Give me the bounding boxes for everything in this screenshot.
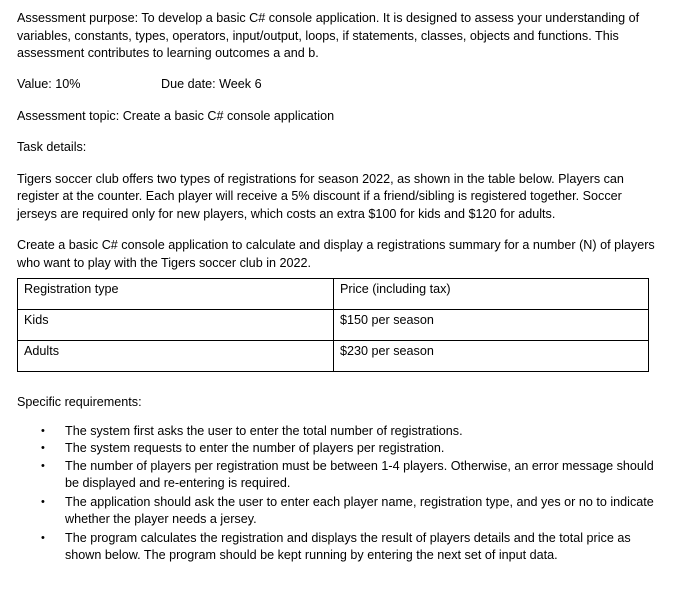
registration-price-table xyxy=(17,278,649,372)
row-adults-price: $230 per season xyxy=(334,341,649,372)
specific-requirements-heading: Specific requirements: xyxy=(17,395,142,409)
header-price: Price (including tax) xyxy=(334,279,649,310)
list-item xyxy=(17,423,657,441)
bullet-icon: • xyxy=(41,459,45,472)
list-item xyxy=(17,530,657,565)
assessment-value: Value: 10% xyxy=(17,76,81,91)
requirement-text: The application should ask the user to enter each player name, registration type, and yes or no to indicate whether the player needs a jersey. xyxy=(65,494,654,526)
bullet-icon: • xyxy=(41,442,45,454)
row-adults-type: Adults xyxy=(18,341,334,372)
table-row xyxy=(18,310,649,341)
requirement-text: The number of players per registration must be between 1-4 players. Otherwise, an error message should be displayed and re-entering is required. xyxy=(65,458,654,490)
assessment-document xyxy=(17,8,657,565)
list-item xyxy=(17,458,657,493)
bullet-icon: • xyxy=(41,531,45,544)
list-item xyxy=(17,494,657,529)
task-instruction: Create a basic C# console application to calculate and display a registrations summary for a number (N) of players who want to play with the Tigers soccer club in 2022. xyxy=(17,238,655,270)
task-details-heading: Task details: xyxy=(17,140,87,154)
list-item xyxy=(17,440,657,458)
header-registration-type: Registration type xyxy=(18,279,334,310)
bullet-icon: • xyxy=(41,495,45,508)
bullet-icon: • xyxy=(41,424,45,437)
due-date: Due date: Week 6 xyxy=(161,76,262,91)
assessment-topic: Assessment topic: Create a basic C# console application xyxy=(17,108,335,123)
table-header-row xyxy=(18,279,649,310)
requirement-text: The system requests to enter the number of players per registration. xyxy=(65,441,445,455)
registration-description: Tigers soccer club offers two types of registrations for season 2022, as shown in the table below. Players can register at the counter. Each player will receive a 5% discount if a friend/sibling is registered together. Soccer jerseys are required only for new players, which costs an extra $100 for kids and $120 for adults. xyxy=(17,171,624,221)
requirements-list xyxy=(17,423,657,565)
row-kids-type: Kids xyxy=(18,310,334,341)
assessment-purpose: Assessment purpose: To develop a basic C# console application. It is designed to assess your understanding of variables, constants, types, operators, input/output, loops, if statements, classes, objects and functions. This assessment contributes to learning outcomes a and b. xyxy=(17,11,640,60)
table-row xyxy=(18,341,649,372)
requirement-text: The system first asks the user to enter the total number of registrations. xyxy=(65,423,463,438)
value-due-row xyxy=(17,77,657,95)
row-kids-price: $150 per season xyxy=(334,310,649,341)
requirement-text: The program calculates the registration and displays the result of players details and the total price as shown below. The program should be kept running by entering the next set of input data. xyxy=(65,530,631,562)
